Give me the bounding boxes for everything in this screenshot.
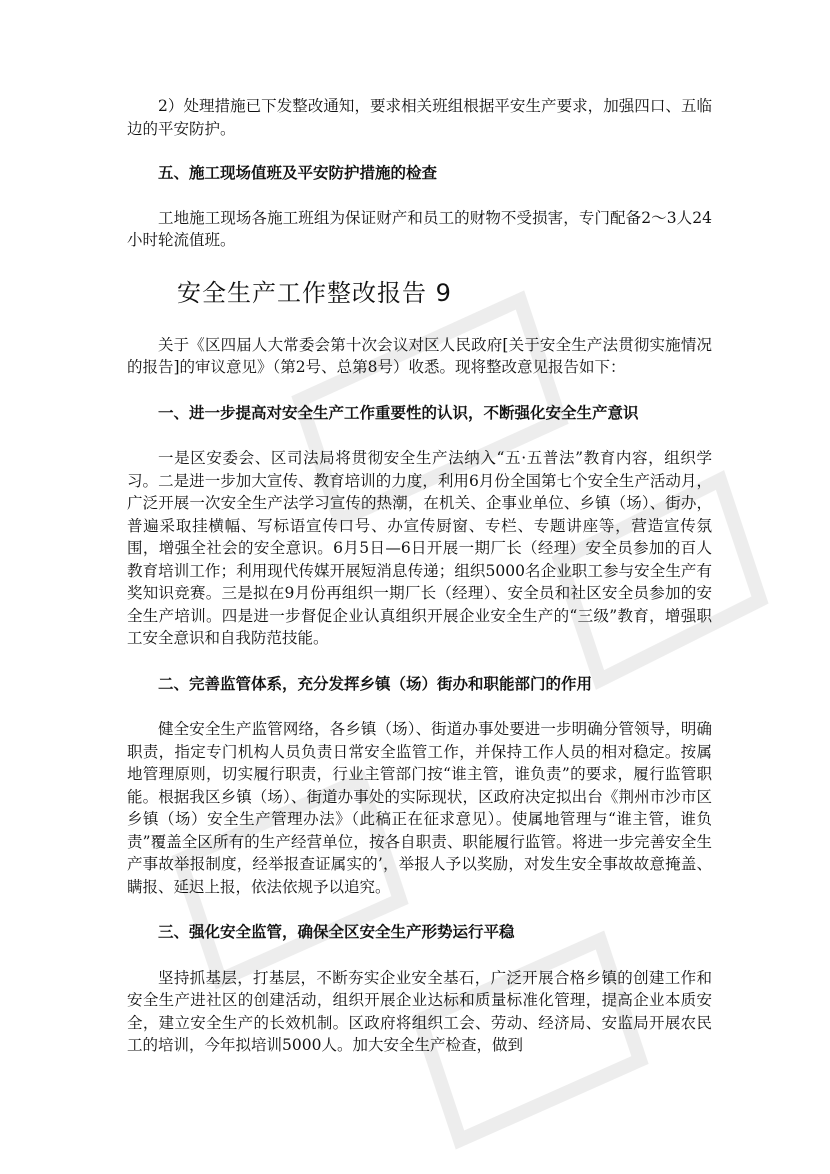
section-two-paragraph: 健全安全生产监管网络，各乡镇（场）、街道办事处要进一步明确分管领导，明确职责，指定专门机构人员负责日常安全监管工作，并保持工作人员的相对稳定。按属地管理原则，切实履行职责，行业主管部门按“谁主管，谁负责”的要求，履行监管职能。根据我区乡镇（场）、街道办事处的实际现状，区政府决定拟出台《荆州市沙市区乡镇（场）安全生产管理办法》（此稿正在征求意见）。使属地管理与“谁主管，谁负责”覆盖全区所有的生产经营单位，按各自职责、职能履行监管。将进一步完善安全生产事故举报制度，经举报查证属实的’，举报人予以奖励，对发生安全事故故意掩盖、瞒报、延迟上报，依法依规予以追究。: [127, 720, 712, 896]
section-five-paragraph: 工地施工现场各施工班组为保证财产和员工的财物不受损害，专门配备2～3人24小时轮流值班。: [127, 208, 712, 249]
opening-paragraph: 关于《区四届人大常委会第十次会议对区人民政府[关于安全生产法贯彻实施情况的报告]的审议意见》（第2号、总第8号）收悉。现将整改意见报告如下：: [127, 335, 712, 376]
document-title: 安全生产工作整改报告 9: [177, 278, 452, 307]
document-body: [127, 95, 712, 1057]
section-one-paragraph: 一是区安委会、区司法局将贯彻安全生产法纳入“五·五普法”教育内容，组织学习。二是进一步加大宣传、教育培训的力度，利用6月份全国第七个安全生产活动月，广泛开展一次安全生产法学习宣传的热潮，在机关、企事业单位、乡镇（场）、街办，普遍采取挂横幅、写标语宣传口号、办宣传厨窗、专栏、专题讲座等，营造宣传氛围，增强全社会的安全意识。6月5日—6日开展一期厂长（经理）安全员参加的百人教育培训工作；利用现代传媒开展短消息传递；组织5000名企业职工参与安全生产有奖知识竞赛。三是拟在9月份再组织一期厂长（经理）、安全员和社区安全员参加的安全生产培训。四是进一步督促企业认真组织开展企业安全生产的“三级”教育，增强职工安全意识和自我防范技能。: [127, 449, 712, 647]
section-one-heading: 一、进一步提高对安全生产工作重要性的认识，不断强化安全生产意识: [158, 403, 639, 422]
section-two-heading: 二、完善监管体系，充分发挥乡镇（场）街办和职能部门的作用: [158, 674, 593, 693]
section-three-heading: 三、强化安全监管，确保全区安全生产形势运行平稳: [158, 923, 515, 941]
intro-paragraph: 2）处理措施已下发整改通知，要求相关班组根据平安生产要求，加强四口、五临边的平安防护。: [127, 97, 712, 138]
section-three-paragraph: 坚持抓基层，打基层，不断夯实企业安全基石，广泛开展合格乡镇的创建工作和安全生产进社区的创建活动，组织开展企业达标和质量标准化管理，提高企业本质安全，建立安全生产的长效机制。区政府将组织工会、劳动、经济局、安监局开展农民工的培训，今年拟培训5000人。加大安全生产检查，做到: [127, 968, 712, 1054]
section-five-heading: 五、施工现场值班及平安防护措施的检查: [158, 164, 438, 182]
